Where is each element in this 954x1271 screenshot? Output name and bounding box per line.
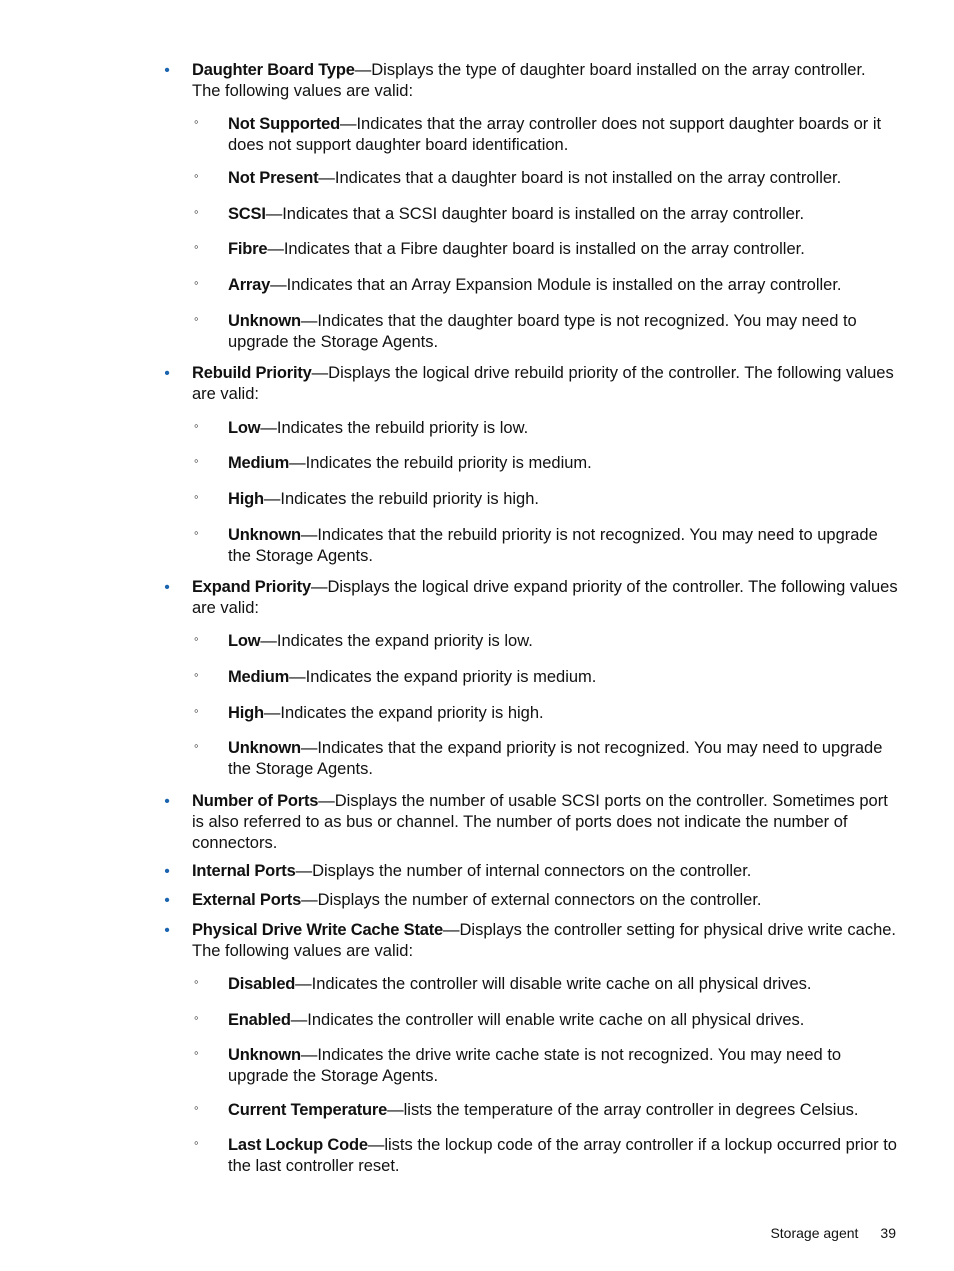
bullet-dot-icon: • [164, 365, 170, 382]
sub-bullet-item [194, 525, 900, 567]
item-description: —Indicates that the daughter board type is not recognized. You may need to upgrade the Storage Agents. [228, 312, 857, 351]
item-description: —Indicates the rebuild priority is low. [260, 419, 529, 437]
item-term: Not Supported [228, 115, 340, 133]
item-term: Physical Drive Write Cache State [192, 921, 443, 939]
item-term: Medium [228, 668, 290, 686]
item-term: Low [228, 632, 261, 650]
sub-bullet-item [194, 1100, 900, 1121]
bullet-dot-icon: • [164, 62, 170, 79]
item-description: —Displays the logical drive rebuild priority of the controller. The following values are valid: [192, 364, 894, 403]
sub-bullet-item [194, 1010, 900, 1031]
item-term: Unknown [228, 1046, 301, 1064]
item-description: —Indicates the expand priority is low. [260, 632, 533, 650]
item-description: —Indicates that a Fibre daughter board is installed on the array controller. [267, 240, 805, 258]
bullet-circle-icon: ◦ [194, 974, 199, 989]
item-description: —Displays the number of internal connectors on the controller. [295, 862, 752, 880]
sub-bullet-item [194, 239, 900, 260]
bullet-circle-icon: ◦ [194, 1100, 199, 1115]
bullet-circle-icon: ◦ [194, 703, 199, 718]
item-term: SCSI [228, 205, 266, 223]
item-description: —Indicates that an Array Expansion Module is installed on the array controller. [270, 276, 842, 294]
bullet-circle-icon: ◦ [194, 168, 199, 183]
sub-bullet-item [194, 453, 900, 474]
bullet-dot-icon: • [164, 922, 170, 939]
item-description: —Indicates the drive write cache state is not recognized. You may need to upgrade the Storage Agents. [228, 1046, 842, 1085]
item-term: Number of Ports [192, 792, 319, 810]
bullet-dot-icon: • [164, 863, 170, 880]
sub-bullet-item [194, 275, 900, 296]
bullet-circle-icon: ◦ [194, 114, 199, 129]
item-description: —Indicates the rebuild priority is high. [263, 490, 539, 508]
item-description: —Indicates the expand priority is high. [263, 704, 544, 722]
item-term: Low [228, 419, 261, 437]
item-description: —Indicates the expand priority is medium. [289, 668, 597, 686]
item-term: Current Temperature [228, 1101, 388, 1119]
item-description: —Displays the number of external connectors on the controller. [301, 891, 762, 909]
bullet-circle-icon: ◦ [194, 667, 199, 682]
item-term: Enabled [228, 1011, 291, 1029]
bullet-circle-icon: ◦ [194, 489, 199, 504]
item-description: —Indicates the controller will enable write cache on all physical drives. [290, 1011, 805, 1029]
item-description: —Indicates that a SCSI daughter board is installed on the array controller. [265, 205, 805, 223]
bullet-item [164, 890, 898, 911]
sub-bullet-item [194, 168, 900, 189]
bullet-item [164, 861, 898, 882]
item-term: Not Present [228, 169, 319, 187]
item-term: Fibre [228, 240, 268, 258]
bullet-dot-icon: • [164, 793, 170, 810]
item-term: External Ports [192, 891, 302, 909]
item-term: Internal Ports [192, 862, 296, 880]
item-term: Rebuild Priority [192, 364, 312, 382]
bullet-circle-icon: ◦ [194, 631, 199, 646]
sub-bullet-item [194, 667, 900, 688]
item-description: —Indicates that the rebuild priority is not recognized. You may need to upgrade the Storage Agents. [228, 526, 878, 565]
item-description: —lists the lockup code of the array controller if a lockup occurred prior to the last controller reset. [228, 1136, 897, 1175]
item-description: —Indicates that the expand priority is not recognized. You may need to upgrade the Storage Agents. [228, 739, 883, 778]
bullet-circle-icon: ◦ [194, 204, 199, 219]
sub-bullet-item [194, 738, 900, 780]
item-description: —Displays the controller setting for physical drive write cache. The following values are valid: [192, 921, 897, 960]
sub-bullet-item [194, 114, 900, 156]
bullet-item [164, 60, 898, 102]
item-description: —Displays the number of usable SCSI ports on the controller. Sometimes port is also referred to as bus or channel. The number of ports does not indicate the number of connectors. [192, 792, 888, 852]
sub-bullet-item [194, 1135, 900, 1177]
bullet-circle-icon: ◦ [194, 239, 199, 254]
bullet-circle-icon: ◦ [194, 453, 199, 468]
item-term: Array [228, 276, 271, 294]
item-term: Unknown [228, 312, 301, 330]
page-footer [770, 1223, 896, 1244]
item-term: Last Lockup Code [228, 1136, 368, 1154]
item-description: —Indicates that a daughter board is not installed on the array controller. [318, 169, 842, 187]
bullet-dot-icon: • [164, 579, 170, 596]
sub-bullet-item [194, 1045, 900, 1087]
item-term: Expand Priority [192, 578, 311, 596]
bullet-item [164, 920, 898, 962]
item-term: High [228, 704, 264, 722]
item-term: Daughter Board Type [192, 61, 355, 79]
bullet-item [164, 577, 898, 619]
sub-bullet-item [194, 974, 900, 995]
bullet-dot-icon: • [164, 892, 170, 909]
item-term: Disabled [228, 975, 296, 993]
page-number: 39 [880, 1225, 896, 1241]
sub-bullet-item [194, 418, 900, 439]
item-description: —Displays the type of daughter board installed on the array controller. The following values are valid: [192, 61, 866, 100]
item-description: —lists the temperature of the array controller in degrees Celsius. [387, 1101, 859, 1119]
bullet-circle-icon: ◦ [194, 525, 199, 540]
item-description: —Indicates that the array controller does not support daughter boards or it does not support daughter board identification. [228, 115, 882, 154]
bullet-circle-icon: ◦ [194, 1045, 199, 1060]
footer-section-title: Storage agent [770, 1225, 859, 1241]
bullet-item [164, 363, 898, 405]
sub-bullet-item [194, 204, 900, 225]
bullet-circle-icon: ◦ [194, 1010, 199, 1025]
sub-bullet-item [194, 489, 900, 510]
sub-bullet-item [194, 311, 900, 353]
item-description: —Displays the logical drive expand priority of the controller. The following values are valid: [192, 578, 898, 617]
sub-bullet-item [194, 703, 900, 724]
item-term: Unknown [228, 526, 301, 544]
item-description: —Indicates the rebuild priority is medium. [289, 454, 592, 472]
bullet-circle-icon: ◦ [194, 738, 199, 753]
item-term: Medium [228, 454, 290, 472]
item-term: Unknown [228, 739, 301, 757]
sub-bullet-item [194, 631, 900, 652]
bullet-item [164, 791, 898, 854]
item-description: —Indicates the controller will disable write cache on all physical drives. [295, 975, 812, 993]
bullet-circle-icon: ◦ [194, 275, 199, 290]
item-term: High [228, 490, 264, 508]
bullet-circle-icon: ◦ [194, 311, 199, 326]
bullet-circle-icon: ◦ [194, 1135, 199, 1150]
bullet-circle-icon: ◦ [194, 418, 199, 433]
